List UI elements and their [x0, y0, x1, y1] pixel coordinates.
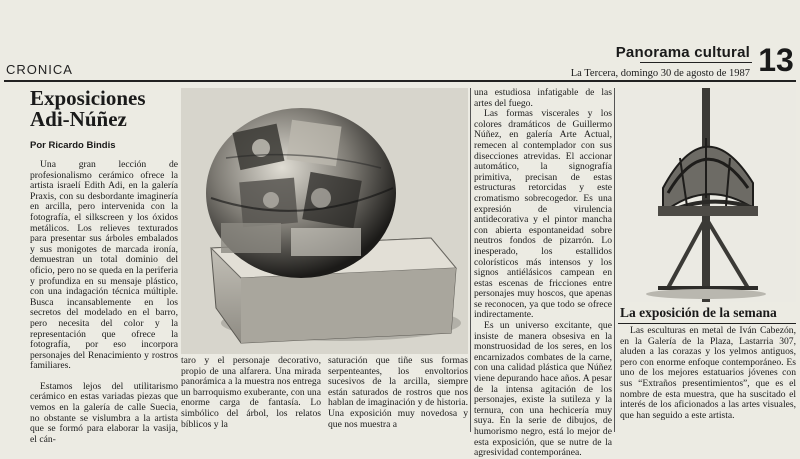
header-rule-top — [640, 62, 752, 63]
article-title-line1: Exposiciones — [30, 86, 146, 110]
article-column-4 — [474, 87, 612, 459]
paragraph: una estudiosa infatigable de las artes del fuego. — [474, 87, 612, 109]
column-rule — [614, 88, 615, 432]
byline: Por Ricardo Bindis — [30, 140, 116, 151]
sidebar-text — [620, 326, 796, 432]
dateline: La Tercera, domingo 30 de agosto de 1987 — [570, 68, 750, 79]
article-title-line2: Adi-Núñez — [30, 107, 127, 131]
paragraph: taro y el personaje decorativo, propio de una alfarera. Una mirada panorámica a la muestra nos entrega un barroquismo exuberante, con una enorme carga de fantasía. Lo simbólico del árbol, los relatos bíblicos y la — [181, 355, 321, 430]
paragraph: Las esculturas en metal de Iván Cabezón, en la Galería de la Plaza, Lastarria 307, aluden a las corazas y los yelmos antiguos, pero con enorme enfoque contemporáneo. Es uno de los mejores estatuarios jóvenes con sus “Extraños presentimientos”, que es el nombre de esta muestra, que ha suscitado el interés de los aficionados a las artes visuales, que han seguido a este artista. — [620, 325, 796, 421]
metal-sculpture-photo — [618, 88, 796, 302]
page-number: 13 — [758, 42, 794, 78]
article-title — [30, 88, 180, 130]
header-rule — [4, 80, 796, 82]
sidebar-title: La exposición de la semana — [620, 305, 777, 320]
ceramic-sculpture-photo — [181, 88, 468, 354]
sidebar-rule — [618, 323, 796, 324]
paragraph: Es un universo excitante, que insiste de manera obsesiva en la monstruosidad de los seres, en los encarnizados combates de la carne, con una calidad plástica que Núñez viene depurando hace años. A pesar de la intensa agitación de los personajes, existe la sutileza y la ternura, con una hechicería muy suya. En la serie de dibujos, de humorismo negro, está lo mejor de esta exposición, que se nutre de la agresividad contemporánea. — [474, 320, 612, 459]
paragraph: Una gran lección de profesionalismo cerámico ofrece la artista israelí Edith Adi, en la galería Praxis, con su desbordante imaginería en arcilla, pero intervenida con la fotografía, el silkscreen y los óxidos metálicos. Los relieves texturados para presentar sus árboles embalados y sus monigotes de marcada ironía, demuestran un total dominio del oficio, pero no se queda en la periferia y profundiza en su mensaje plástico, con una indagación técnica múltiple. Busca incansablemente en los secretos del modelado en el barro, pero necesita del color y la representación que ofrece la fotografía, por eso incorpora personajes del Renacimiento y rostros familiares. — [30, 159, 178, 372]
article-column-2 — [181, 356, 321, 432]
section-label: CRONICA — [6, 62, 73, 77]
column-rule — [470, 88, 471, 432]
metal-sculpture-image — [618, 88, 796, 302]
supplement-title: Panorama cultural — [615, 44, 750, 61]
ceramic-sculpture-image — [181, 88, 468, 354]
article-column-1 — [30, 159, 178, 445]
paragraph: saturación que tiñe sus formas serpenteantes, los envoltorios sucesivos de la arcilla, siempre están saturados de rostros que nos hablan de imaginación y de historia. Una exposición muy novedosa y que nos muestra a — [328, 355, 468, 430]
paragraph: Estamos lejos del utilitarismo cerámico en estas variadas piezas que vemos en la galería de calle Suecia, no obstante se vislumbra a la artista que se formó para elaborar la vasija, el cán- — [30, 380, 178, 445]
paragraph: Las formas viscerales y los colores dramáticos de Guillermo Núñez, en galería Arte Actual, remecen al contemplador con sus disecciones atrevidas. El accionar automático, la signografía primitiva, precisan de estas estructuras retorcidas y este cromatismo sobrecogedor. Es una expresión de virulencia antidecorativa y el pintor mancha con abierta espontaneidad sobre neutros fondos de pizarrón. Lo inesperado, los estallidos colorísticos más intensos y los signos antiélásicos campean en estas escenas de fricciones entre personajes muy hoscos, que apenas se reconocen, ya que todo se ofrece indirectamente. — [474, 108, 612, 321]
article-column-3 — [328, 356, 468, 432]
